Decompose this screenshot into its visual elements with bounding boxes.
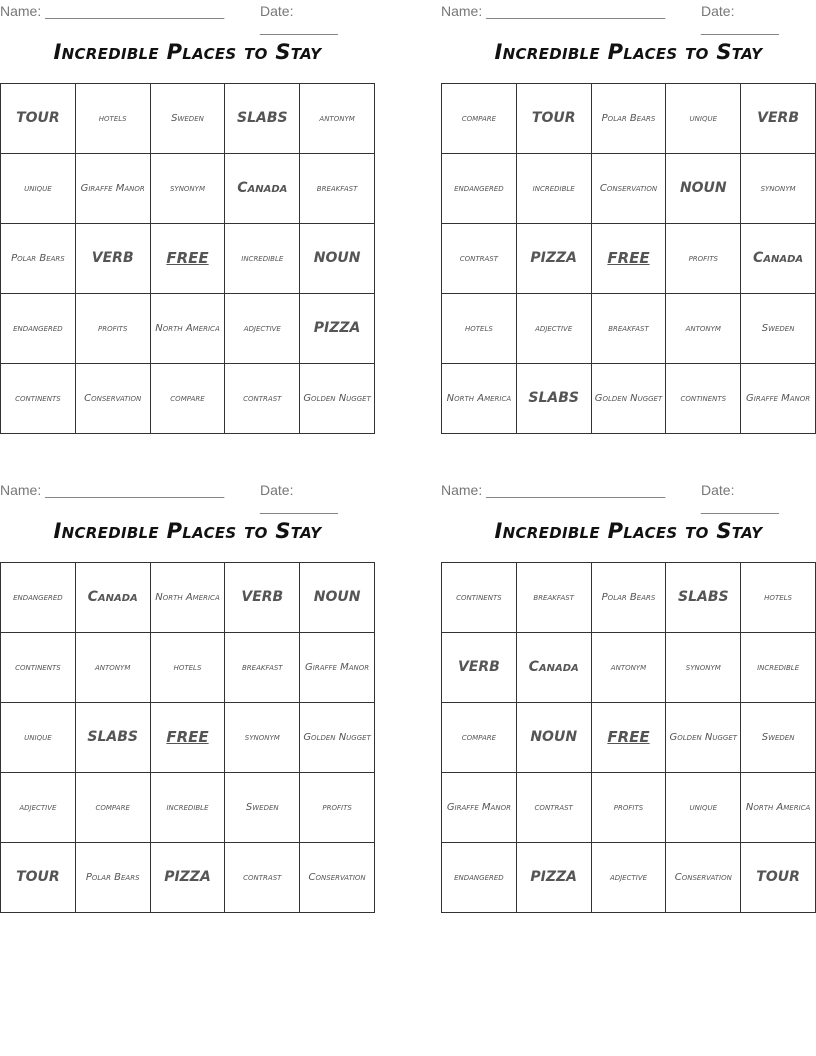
bingo-cell[interactable]: endangered — [442, 843, 517, 913]
bingo-cell[interactable]: hotels — [76, 84, 151, 154]
name-field[interactable]: Name: _______________________ — [441, 482, 666, 498]
bingo-cell[interactable]: Canada — [741, 224, 816, 294]
bingo-cell[interactable]: continents — [1, 633, 76, 703]
bingo-cell[interactable]: TOUR — [517, 84, 592, 154]
bingo-cell[interactable]: NOUN — [517, 703, 592, 773]
name-field[interactable]: Name: _______________________ — [0, 482, 225, 498]
bingo-cell[interactable]: Conservation — [76, 364, 151, 434]
bingo-cell[interactable]: NOUN — [300, 563, 375, 633]
date-field[interactable]: Date: __________ — [701, 482, 779, 514]
bingo-cell[interactable]: PIZZA — [151, 843, 226, 913]
bingo-cell[interactable]: Canada — [225, 154, 300, 224]
bingo-cell[interactable]: NOUN — [300, 224, 375, 294]
bingo-cell[interactable]: compare — [76, 773, 151, 843]
bingo-cell[interactable]: Giraffe Manor — [76, 154, 151, 224]
bingo-cell[interactable]: adjective — [592, 843, 667, 913]
free-space-cell[interactable]: FREE — [151, 703, 226, 773]
bingo-card-1 — [0, 0, 375, 440]
bingo-cell[interactable]: antonym — [592, 633, 667, 703]
bingo-cell[interactable]: North America — [151, 563, 226, 633]
bingo-cell[interactable]: synonym — [666, 633, 741, 703]
bingo-cell[interactable]: North America — [151, 294, 226, 364]
bingo-cell[interactable]: VERB — [76, 224, 151, 294]
bingo-cell[interactable]: Giraffe Manor — [442, 773, 517, 843]
name-date-row — [0, 479, 375, 514]
bingo-cell[interactable]: NOUN — [666, 154, 741, 224]
bingo-cell[interactable]: SLABS — [517, 364, 592, 434]
bingo-cell[interactable]: breakfast — [517, 563, 592, 633]
bingo-cell[interactable]: continents — [442, 563, 517, 633]
free-space-cell[interactable]: FREE — [592, 224, 667, 294]
bingo-cell[interactable]: Polar Bears — [76, 843, 151, 913]
bingo-cell[interactable]: Conservation — [300, 843, 375, 913]
bingo-cell[interactable]: unique — [1, 154, 76, 224]
bingo-cell[interactable]: incredible — [151, 773, 226, 843]
bingo-cell[interactable]: endangered — [1, 563, 76, 633]
bingo-cell[interactable]: contrast — [225, 843, 300, 913]
bingo-cell[interactable]: continents — [666, 364, 741, 434]
bingo-grid — [441, 83, 816, 434]
bingo-cell[interactable]: adjective — [225, 294, 300, 364]
bingo-cell[interactable]: Golden Nugget — [666, 703, 741, 773]
bingo-cell[interactable]: Conservation — [666, 843, 741, 913]
bingo-cell[interactable]: VERB — [225, 563, 300, 633]
bingo-cell[interactable]: profits — [76, 294, 151, 364]
bingo-cell[interactable]: adjective — [517, 294, 592, 364]
bingo-cell[interactable]: compare — [442, 84, 517, 154]
bingo-cell[interactable]: hotels — [151, 633, 226, 703]
bingo-cell[interactable]: TOUR — [1, 843, 76, 913]
bingo-cell[interactable]: profits — [300, 773, 375, 843]
bingo-cell[interactable]: Giraffe Manor — [741, 364, 816, 434]
date-field[interactable]: Date: __________ — [260, 3, 338, 35]
bingo-cell[interactable]: contrast — [225, 364, 300, 434]
bingo-cell[interactable]: continents — [1, 364, 76, 434]
bingo-cell[interactable]: breakfast — [300, 154, 375, 224]
name-date-row — [441, 0, 816, 35]
bingo-grid — [0, 562, 375, 913]
bingo-cell[interactable]: synonym — [741, 154, 816, 224]
bingo-cell[interactable]: North America — [741, 773, 816, 843]
bingo-cell[interactable]: endangered — [1, 294, 76, 364]
bingo-cell[interactable]: Giraffe Manor — [300, 633, 375, 703]
bingo-cell[interactable]: antonym — [300, 84, 375, 154]
bingo-grid — [0, 83, 375, 434]
bingo-cell[interactable]: compare — [151, 364, 226, 434]
name-date-row — [0, 0, 375, 35]
bingo-cell[interactable]: hotels — [442, 294, 517, 364]
bingo-cell[interactable]: Sweden — [741, 703, 816, 773]
bingo-cell[interactable]: Sweden — [741, 294, 816, 364]
bingo-cell[interactable]: Polar Bears — [592, 84, 667, 154]
bingo-cell[interactable]: endangered — [442, 154, 517, 224]
bingo-cell[interactable]: Polar Bears — [592, 563, 667, 633]
bingo-cell[interactable]: Canada — [76, 563, 151, 633]
bingo-cell[interactable]: PIZZA — [517, 843, 592, 913]
free-space-cell[interactable]: FREE — [151, 224, 226, 294]
bingo-cell[interactable]: Polar Bears — [1, 224, 76, 294]
bingo-cell[interactable]: unique — [666, 84, 741, 154]
bingo-cell[interactable]: TOUR — [741, 843, 816, 913]
bingo-cell[interactable]: synonym — [151, 154, 226, 224]
bingo-cell[interactable]: hotels — [741, 563, 816, 633]
bingo-cell[interactable]: PIZZA — [517, 224, 592, 294]
date-field[interactable]: Date: __________ — [260, 482, 338, 514]
name-field[interactable]: Name: _______________________ — [0, 3, 225, 19]
bingo-cell[interactable]: incredible — [225, 224, 300, 294]
bingo-cell[interactable]: SLABS — [76, 703, 151, 773]
name-date-row — [441, 479, 816, 514]
bingo-cell[interactable]: profits — [666, 224, 741, 294]
bingo-cell[interactable]: breakfast — [225, 633, 300, 703]
bingo-cell[interactable]: SLABS — [225, 84, 300, 154]
name-field[interactable]: Name: _______________________ — [441, 3, 666, 19]
bingo-cell[interactable]: Golden Nugget — [300, 703, 375, 773]
bingo-cell[interactable]: unique — [1, 703, 76, 773]
bingo-cell[interactable]: incredible — [517, 154, 592, 224]
bingo-cell[interactable]: adjective — [1, 773, 76, 843]
bingo-cell[interactable]: Golden Nugget — [592, 364, 667, 434]
bingo-card-2 — [441, 0, 816, 440]
bingo-cell[interactable]: VERB — [442, 633, 517, 703]
bingo-cell[interactable]: incredible — [741, 633, 816, 703]
bingo-cell[interactable]: TOUR — [1, 84, 76, 154]
bingo-cell[interactable]: Sweden — [225, 773, 300, 843]
bingo-cell[interactable]: antonym — [76, 633, 151, 703]
card-title: Incredible Places to Stay — [494, 519, 763, 543]
bingo-cell[interactable]: VERB — [741, 84, 816, 154]
bingo-card-3 — [0, 479, 375, 919]
card-title: Incredible Places to Stay — [494, 40, 763, 64]
bingo-cell[interactable]: North America — [442, 364, 517, 434]
card-title: Incredible Places to Stay — [53, 40, 322, 64]
bingo-grid — [441, 562, 816, 913]
bingo-cell[interactable]: contrast — [442, 224, 517, 294]
free-space-cell[interactable]: FREE — [592, 703, 667, 773]
date-field[interactable]: Date: __________ — [701, 3, 779, 35]
bingo-card-4 — [441, 479, 816, 919]
bingo-cell[interactable]: synonym — [225, 703, 300, 773]
bingo-cell[interactable]: breakfast — [592, 294, 667, 364]
bingo-cell[interactable]: PIZZA — [300, 294, 375, 364]
bingo-cell[interactable]: contrast — [517, 773, 592, 843]
bingo-cell[interactable]: antonym — [666, 294, 741, 364]
bingo-cell[interactable]: Sweden — [151, 84, 226, 154]
card-title: Incredible Places to Stay — [53, 519, 322, 543]
bingo-cell[interactable]: unique — [666, 773, 741, 843]
bingo-cell[interactable]: Canada — [517, 633, 592, 703]
bingo-cell[interactable]: Conservation — [592, 154, 667, 224]
bingo-cell[interactable]: Golden Nugget — [300, 364, 375, 434]
bingo-cell[interactable]: profits — [592, 773, 667, 843]
bingo-cell[interactable]: SLABS — [666, 563, 741, 633]
bingo-cell[interactable]: compare — [442, 703, 517, 773]
